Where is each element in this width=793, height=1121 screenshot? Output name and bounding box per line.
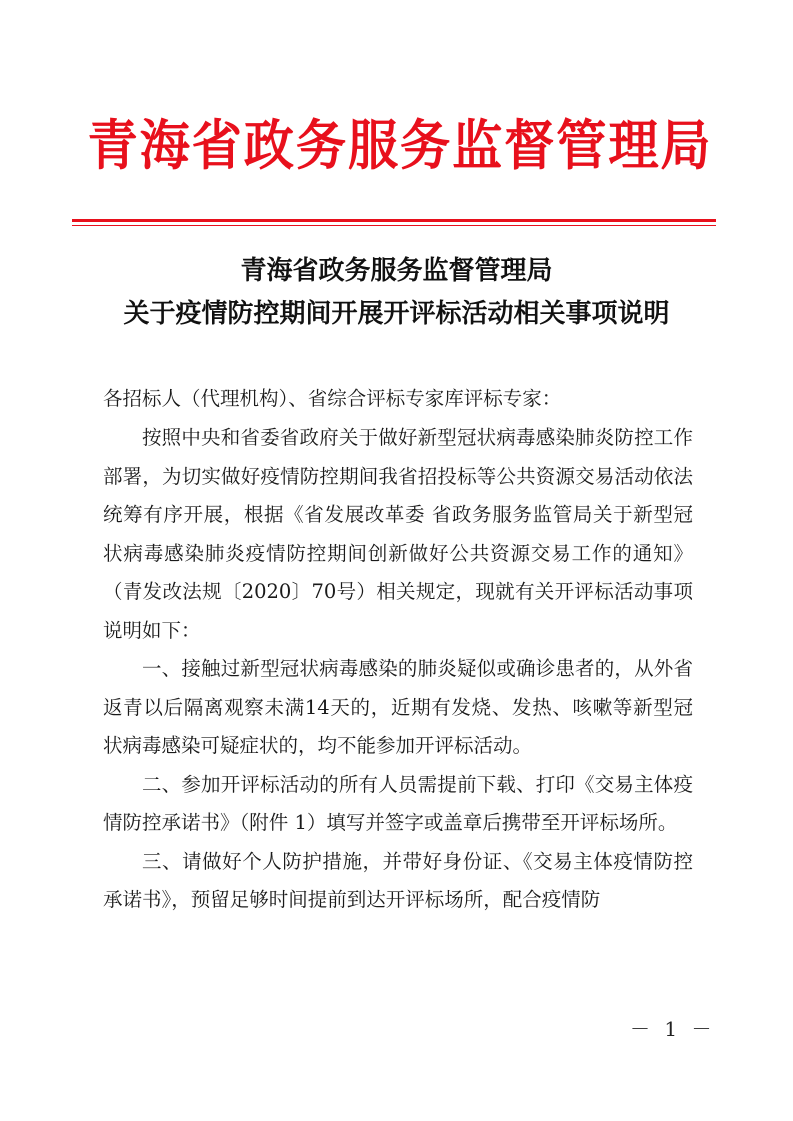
- page-number: － 1 －: [630, 1017, 716, 1041]
- red-divider-line-thin: [72, 225, 716, 226]
- red-divider-line: [72, 219, 716, 222]
- paragraph-item-3: 三、请做好个人防护措施，并带好身份证、《交易主体疫情防控承诺书》，预留足够时间提前到达开评标场所，配合疫情防: [103, 849, 693, 911]
- paragraph-item-2: 二、参加开评标活动的所有人员需提前下载、打印《交易主体疫情防控承诺书》（附件 1）填写并签字或盖章后携带至开评标场所。: [103, 772, 693, 834]
- body-text: [103, 419, 693, 920]
- paragraph-intro: 按照中央和省委省政府关于做好新型冠状病毒感染肺炎防控工作部署，为切实做好疫情防控期间我省招投标等公共资源交易活动依法统筹有序开展，根据《省发展改革委 省政务服务监管局关于新型冠状病毒感染肺炎疫情防控期间创新做好公共资源交易工作的通知》（青发改法规〔2020〕70号）相关规定，现就有关开评标活动事项说明如下：: [103, 426, 693, 642]
- paragraph-item-1: 一、接触过新型冠状病毒感染的肺炎疑似或确诊患者的，从外省返青以后隔离观察未满14天的，近期有发烧、发热、咳嗽等新型冠状病毒感染可疑症状的，均不能参加开评标活动。: [103, 657, 693, 757]
- document-title-line-2: 关于疫情防控期间开展开评标活动相关事项说明: [123, 299, 670, 329]
- document-title-line-1: 青海省政务服务监督管理局: [240, 256, 553, 286]
- salutation: 各招标人（代理机构）、省综合评标专家库评标专家：: [103, 387, 562, 410]
- agency-masthead: 青海省政务服务监督管理局: [87, 113, 713, 177]
